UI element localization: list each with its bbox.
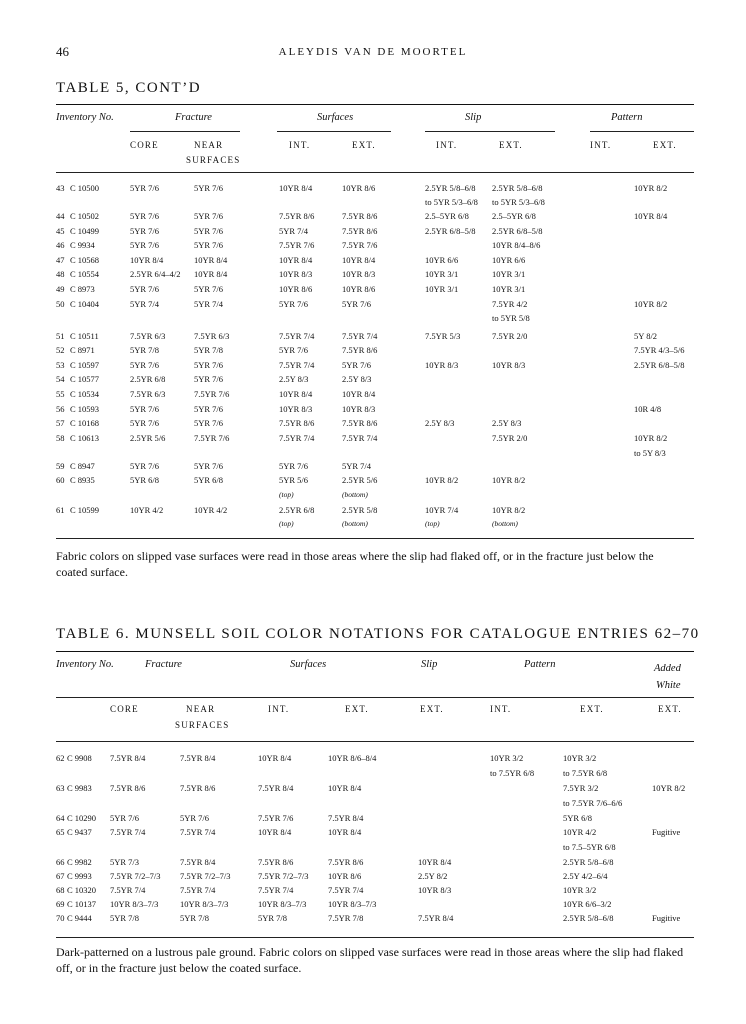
table5-cell-num: 46 xyxy=(56,240,65,250)
table6-cell-se: 10YR 8/6–8/4 xyxy=(328,753,377,763)
table6-cell-si: 7.5YR 7/2–7/3 xyxy=(258,871,309,881)
t6-group-rule xyxy=(56,697,694,698)
table5-cell-pe: 2.5YR 6/8–5/8 xyxy=(634,360,685,370)
table5-cell-se: 7.5YR 8/6 xyxy=(342,418,378,428)
table6-cell-si: 7.5YR 7/6 xyxy=(258,813,294,823)
t5-sub-pat-int: INT. xyxy=(590,140,612,150)
table5-cell-pe: 10R 4/8 xyxy=(634,404,662,414)
table6-cell-num: 69 xyxy=(56,899,65,909)
table5-cell-core: 5YR 7/6 xyxy=(130,461,160,471)
t5-head-inventory: Inventory No. xyxy=(56,112,114,123)
table5-cell-near: 5YR 7/6 xyxy=(194,183,224,193)
table6-cell-pi: to 7.5YR 6/8 xyxy=(490,768,535,778)
table6-cell-pi: 10YR 3/2 xyxy=(490,753,524,763)
table6-cell-sle: 10YR 8/4 xyxy=(418,857,452,867)
table6-cell-core: 5YR 7/8 xyxy=(110,913,140,923)
table6-cell-aw: Fugitive xyxy=(652,913,681,923)
table6-cell-si: 10YR 8/4 xyxy=(258,827,292,837)
t5-rule-slip xyxy=(425,131,555,132)
table5-cell-inv: C 10500 xyxy=(70,183,100,193)
table6-cell-num: 68 xyxy=(56,885,65,895)
table5-cell-se: 5YR 7/6 xyxy=(342,299,372,309)
table5-cell-sli: 10YR 3/1 xyxy=(425,284,459,294)
table5-cell-near: 10YR 8/4 xyxy=(194,269,228,279)
t5-head-surfaces: Surfaces xyxy=(317,112,354,123)
table6-cell-inv: C 9993 xyxy=(67,871,92,881)
table5-cell-si: 7.5YR 7/4 xyxy=(279,331,315,341)
table6-cell-se: 7.5YR 7/4 xyxy=(328,885,364,895)
t5-bottom-rule xyxy=(56,538,694,539)
table5-cell-si: 7.5YR 7/6 xyxy=(279,240,315,250)
table5-cell-core: 5YR 7/6 xyxy=(130,404,160,414)
table5-cell-num: 55 xyxy=(56,389,65,399)
table5-cell-se: 7.5YR 7/6 xyxy=(342,240,378,250)
table5-cell-si: 5YR 7/6 xyxy=(279,461,309,471)
t5-sub-pat-ext: EXT. xyxy=(653,140,677,150)
table6-cell-num: 70 xyxy=(56,913,65,923)
table6-cell-pe: 2.5YR 5/8–6/8 xyxy=(563,857,614,867)
table5-cell-core: 5YR 7/6 xyxy=(130,211,160,221)
table6-top-rule xyxy=(56,651,694,652)
t6-sub-slip-ext: EXT. xyxy=(420,704,444,714)
table6-cell-inv: C 9983 xyxy=(67,783,92,793)
table5-cell-core: 5YR 7/6 xyxy=(130,418,160,428)
table5-cell-sle: 7.5YR 2/0 xyxy=(492,433,528,443)
table6-cell-aw: 10YR 8/2 xyxy=(652,783,686,793)
table6-cell-num: 63 xyxy=(56,783,65,793)
table5-cell-core: 10YR 4/2 xyxy=(130,505,164,515)
table6-cell-core: 7.5YR 7/2–7/3 xyxy=(110,871,161,881)
table5-cell-se: 7.5YR 8/6 xyxy=(342,226,378,236)
t5-head-pattern: Pattern xyxy=(611,112,643,123)
t5-head-slip: Slip xyxy=(465,112,482,123)
table5-cell-num: 48 xyxy=(56,269,65,279)
page-number: 46 xyxy=(56,44,69,59)
table6-cell-pe: 10YR 6/6–3/2 xyxy=(563,899,612,909)
table6-cell-aw: Fugitive xyxy=(652,827,681,837)
table5-cell-inv: C 8973 xyxy=(70,284,95,294)
table5-cell-inv: C 10534 xyxy=(70,389,100,399)
table5-cell-core: 5YR 7/6 xyxy=(130,183,160,193)
t5-sub-core: CORE xyxy=(130,140,159,150)
table5-cell-se: 10YR 8/6 xyxy=(342,183,376,193)
table5-cell-si: (top) xyxy=(279,519,294,528)
table5-cell-num: 51 xyxy=(56,331,65,341)
table5-cell-si: 10YR 8/3 xyxy=(279,269,313,279)
table6-cell-sle: 7.5YR 8/4 xyxy=(418,913,454,923)
t5-sub-surf-ext: EXT. xyxy=(352,140,376,150)
table5-cell-inv: C 10597 xyxy=(70,360,100,370)
table5-cell-si: 5YR 5/6 xyxy=(279,475,309,485)
table5-cell-near: 5YR 7/6 xyxy=(194,404,224,414)
table5-cell-core: 10YR 8/4 xyxy=(130,255,164,265)
table5-cell-inv: C 10499 xyxy=(70,226,100,236)
table5-cell-num: 47 xyxy=(56,255,65,265)
table6-cell-near: 10YR 8/3–7/3 xyxy=(180,899,229,909)
t6-head-surfaces: Surfaces xyxy=(290,659,327,670)
table6-cell-near: 7.5YR 7/4 xyxy=(180,827,216,837)
t6-head-white: White xyxy=(656,680,681,691)
table5-cell-se: 7.5YR 7/4 xyxy=(342,433,378,443)
table5-cell-pe: 10YR 8/2 xyxy=(634,183,668,193)
table5-cell-sli: to 5YR 5/3–6/8 xyxy=(425,197,478,207)
table5-cell-sli: 2.5Y 8/3 xyxy=(425,418,455,428)
t5-rule-surfaces xyxy=(277,131,391,132)
table5-cell-si: 10YR 8/4 xyxy=(279,183,313,193)
table5-cell-sle: 10YR 8/2 xyxy=(492,505,526,515)
table6-cell-inv: C 10290 xyxy=(67,813,97,823)
table5-cell-sli: 2.5YR 6/8–5/8 xyxy=(425,226,476,236)
table6-cell-inv: C 9444 xyxy=(67,913,92,923)
table5-top-rule xyxy=(56,104,694,105)
table6-cell-near: 7.5YR 8/4 xyxy=(180,753,216,763)
table6-cell-inv: C 9982 xyxy=(67,857,92,867)
table6-cell-si: 7.5YR 7/4 xyxy=(258,885,294,895)
t6-head-slip: Slip xyxy=(421,659,438,670)
table5-cell-inv: C 10568 xyxy=(70,255,100,265)
table6-cell-core: 7.5YR 7/4 xyxy=(110,885,146,895)
table5-cell-si: 5YR 7/6 xyxy=(279,299,309,309)
table5-cell-sli: 10YR 8/2 xyxy=(425,475,459,485)
t6-head-fracture: Fracture xyxy=(145,659,182,670)
table5-cell-inv: C 10502 xyxy=(70,211,100,221)
table5-cell-pe: 10YR 8/2 xyxy=(634,433,668,443)
table5-cell-se: 7.5YR 7/4 xyxy=(342,331,378,341)
table6-cell-num: 67 xyxy=(56,871,65,881)
t6-sub-pat-int: INT. xyxy=(490,704,512,714)
table5-cell-near: 7.5YR 7/6 xyxy=(194,433,230,443)
table5-cell-si: 5YR 7/4 xyxy=(279,226,309,236)
table5-cell-se: 10YR 8/3 xyxy=(342,404,376,414)
table5-cell-sle: 7.5YR 2/0 xyxy=(492,331,528,341)
table5-cell-sle: to 5YR 5/8 xyxy=(492,313,530,323)
table6-cell-near: 7.5YR 7/4 xyxy=(180,885,216,895)
table5-cell-se: 10YR 8/4 xyxy=(342,389,376,399)
table6-note: Dark-patterned on a lustrous pale ground. Fabric colors on slipped vase surfaces were read in those areas where the slip had flaked off, or in the fracture just below the coated surface. xyxy=(56,945,684,975)
table6-cell-si: 10YR 8/3–7/3 xyxy=(258,899,307,909)
table6-cell-pe: to 7.5–5YR 6/8 xyxy=(563,842,616,852)
table5-cell-inv: C 8935 xyxy=(70,475,95,485)
table5-cell-pe: 5Y 8/2 xyxy=(634,331,658,341)
running-head: ALEYDIS VAN DE MOORTEL xyxy=(278,46,468,58)
table6-cell-pe: 7.5YR 3/2 xyxy=(563,783,599,793)
table5-cell-near: 10YR 4/2 xyxy=(194,505,228,515)
t6-head-added: Added xyxy=(654,663,681,674)
t6-header-rule xyxy=(56,741,694,742)
t5-sub-slip-ext: EXT. xyxy=(499,140,523,150)
table5-cell-near: 5YR 7/4 xyxy=(194,299,224,309)
table5-cell-num: 45 xyxy=(56,226,65,236)
table6-cell-pe: 10YR 3/2 xyxy=(563,753,597,763)
table5-cell-sle: 7.5YR 4/2 xyxy=(492,299,528,309)
table5-cell-inv: C 10593 xyxy=(70,404,100,414)
table6-cell-core: 7.5YR 7/4 xyxy=(110,827,146,837)
table5-cell-num: 50 xyxy=(56,299,65,309)
table6-cell-se: 7.5YR 8/6 xyxy=(328,857,364,867)
table5-cell-sle: 10YR 8/2 xyxy=(492,475,526,485)
table5-cell-si: 10YR 8/6 xyxy=(279,284,313,294)
table6-cell-near: 7.5YR 7/2–7/3 xyxy=(180,871,231,881)
table5-cell-inv: C 10554 xyxy=(70,269,100,279)
table6-cell-se: 10YR 8/3–7/3 xyxy=(328,899,377,909)
table6-cell-pe: 10YR 4/2 xyxy=(563,827,597,837)
table5-cell-si: 7.5YR 7/4 xyxy=(279,433,315,443)
table5-cell-se: 7.5YR 8/6 xyxy=(342,345,378,355)
table5-cell-core: 5YR 7/8 xyxy=(130,345,160,355)
table5-cell-core: 5YR 7/6 xyxy=(130,360,160,370)
table5-cell-sli: 10YR 3/1 xyxy=(425,269,459,279)
table5-cell-si: 2.5Y 8/3 xyxy=(279,374,309,384)
table5-cell-se: (bottom) xyxy=(342,519,368,528)
table5-cell-num: 59 xyxy=(56,461,65,471)
table6-cell-num: 66 xyxy=(56,857,65,867)
table6-cell-si: 5YR 7/8 xyxy=(258,913,288,923)
table5-cell-se: 10YR 8/3 xyxy=(342,269,376,279)
table6-cell-core: 5YR 7/3 xyxy=(110,857,140,867)
table6-cell-inv: C 10137 xyxy=(67,899,97,909)
t6-sub-near: NEAR xyxy=(186,704,216,714)
t6-sub-surf-int: INT. xyxy=(268,704,290,714)
table5-cell-sli: 7.5YR 5/3 xyxy=(425,331,461,341)
t6-sub-aw-ext: EXT. xyxy=(658,704,682,714)
table5-cell-num: 49 xyxy=(56,284,65,294)
table5-cell-sle: (bottom) xyxy=(492,519,518,528)
table5-cell-inv: C 8971 xyxy=(70,345,95,355)
table5-cell-se: 2.5YR 5/8 xyxy=(342,505,378,515)
table5-cell-si: 10YR 8/3 xyxy=(279,404,313,414)
table5-cell-pe: 10YR 8/4 xyxy=(634,211,668,221)
t6-head-pattern: Pattern xyxy=(524,659,556,670)
table5-cell-si: 5YR 7/6 xyxy=(279,345,309,355)
t5-head-fracture: Fracture xyxy=(175,112,212,123)
table6-cell-pe: 10YR 3/2 xyxy=(563,885,597,895)
table5-cell-si: 7.5YR 8/6 xyxy=(279,418,315,428)
table5-cell-inv: C 10577 xyxy=(70,374,100,384)
table5-cell-sle: 10YR 8/4–8/6 xyxy=(492,240,541,250)
table5-cell-core: 2.5YR 5/6 xyxy=(130,433,166,443)
t6-sub-pat-ext: EXT. xyxy=(580,704,604,714)
table6-cell-pe: 5YR 6/8 xyxy=(563,813,593,823)
table5-cell-si: 10YR 8/4 xyxy=(279,255,313,265)
table6-cell-near: 5YR 7/8 xyxy=(180,913,210,923)
table5-title: TABLE 5, CONT’D xyxy=(56,80,202,96)
table6-cell-num: 65 xyxy=(56,827,65,837)
table5-cell-num: 52 xyxy=(56,345,65,355)
table6-cell-si: 7.5YR 8/4 xyxy=(258,783,294,793)
table5-cell-near: 5YR 7/8 xyxy=(194,345,224,355)
table5-cell-sli: (top) xyxy=(425,519,440,528)
table5-cell-core: 5YR 6/8 xyxy=(130,475,160,485)
table5-cell-si: 7.5YR 7/4 xyxy=(279,360,315,370)
table5-cell-core: 5YR 7/6 xyxy=(130,240,160,250)
table6-cell-inv: C 9908 xyxy=(67,753,92,763)
table5-cell-num: 53 xyxy=(56,360,65,370)
table5-cell-sle: 2.5YR 6/8–5/8 xyxy=(492,226,543,236)
table5-cell-near: 5YR 7/6 xyxy=(194,240,224,250)
table5-cell-sli: 10YR 8/3 xyxy=(425,360,459,370)
table5-cell-near: 5YR 7/6 xyxy=(194,461,224,471)
table5-cell-near: 7.5YR 6/3 xyxy=(194,331,230,341)
table5-cell-num: 54 xyxy=(56,374,65,384)
table5-cell-pe: 10YR 8/2 xyxy=(634,299,668,309)
table5-cell-pe: 7.5YR 4/3–5/6 xyxy=(634,345,685,355)
t6-head-inventory: Inventory No. xyxy=(56,659,114,670)
table5-cell-near: 5YR 7/6 xyxy=(194,360,224,370)
table6-cell-sle: 2.5Y 8/2 xyxy=(418,871,448,881)
table5-cell-si: (top) xyxy=(279,490,294,499)
t5-header-rule xyxy=(56,172,694,173)
t5-sub-surf-int: INT. xyxy=(289,140,311,150)
table6-cell-si: 7.5YR 8/6 xyxy=(258,857,294,867)
table5-cell-inv: C 10404 xyxy=(70,299,100,309)
table5-cell-inv: C 10511 xyxy=(70,331,99,341)
table5-cell-si: 7.5YR 8/6 xyxy=(279,211,315,221)
table5-cell-sle: 10YR 8/3 xyxy=(492,360,526,370)
t5-rule-pattern xyxy=(590,131,694,132)
table5-cell-sle: 2.5–5YR 6/8 xyxy=(492,211,536,221)
table5-cell-inv: C 9934 xyxy=(70,240,95,250)
table6-cell-se: 7.5YR 7/8 xyxy=(328,913,364,923)
table6-cell-se: 10YR 8/4 xyxy=(328,783,362,793)
table5-cell-num: 61 xyxy=(56,505,65,515)
table6-cell-core: 7.5YR 8/4 xyxy=(110,753,146,763)
t5-rule-fracture xyxy=(130,131,240,132)
table5-cell-sle: 10YR 3/1 xyxy=(492,269,526,279)
table5-cell-core: 2.5YR 6/8 xyxy=(130,374,166,384)
table5-cell-sli: 2.5–5YR 6/8 xyxy=(425,211,469,221)
table6-cell-near: 7.5YR 8/4 xyxy=(180,857,216,867)
t6-sub-core: CORE xyxy=(110,704,139,714)
table5-cell-num: 44 xyxy=(56,211,65,221)
table5-cell-se: (bottom) xyxy=(342,490,368,499)
table5-cell-core: 2.5YR 6/4–4/2 xyxy=(130,269,181,279)
table6-cell-pe: to 7.5YR 6/8 xyxy=(563,768,608,778)
table5-cell-num: 43 xyxy=(56,183,65,193)
table5-cell-near: 5YR 6/8 xyxy=(194,475,224,485)
table5-cell-se: 2.5Y 8/3 xyxy=(342,374,372,384)
table6-cell-pe: 2.5YR 5/8–6/8 xyxy=(563,913,614,923)
table5-cell-si: 10YR 8/4 xyxy=(279,389,313,399)
table5-cell-near: 5YR 7/6 xyxy=(194,226,224,236)
table5-note: Fabric colors on slipped vase surfaces were read in those areas where the slip had flaked off, or in the fracture just below the coated surface. xyxy=(56,549,654,579)
t5-sub-slip-int: INT. xyxy=(436,140,458,150)
table5-cell-se: 5YR 7/4 xyxy=(342,461,372,471)
table5-cell-inv: C 10168 xyxy=(70,418,100,428)
table6-cell-inv: C 10320 xyxy=(67,885,97,895)
table6-cell-inv: C 9437 xyxy=(67,827,92,837)
table5-cell-near: 5YR 7/6 xyxy=(194,211,224,221)
table6-title: TABLE 6. MUNSELL SOIL COLOR NOTATIONS FOR CATALOGUE ENTRIES 62–70 xyxy=(56,626,700,642)
table5-cell-se: 10YR 8/4 xyxy=(342,255,376,265)
t6-sub-surf-ext: EXT. xyxy=(345,704,369,714)
table5-cell-inv: C 8947 xyxy=(70,461,95,471)
table5-cell-se: 7.5YR 8/6 xyxy=(342,211,378,221)
table6-cell-num: 62 xyxy=(56,753,65,763)
table6-cell-se: 7.5YR 8/4 xyxy=(328,813,364,823)
table5-cell-pe: to 5Y 8/3 xyxy=(634,448,666,458)
table5-cell-core: 5YR 7/4 xyxy=(130,299,160,309)
table6-cell-se: 10YR 8/4 xyxy=(328,827,362,837)
table5-cell-sle: 2.5Y 8/3 xyxy=(492,418,522,428)
table5-cell-inv: C 10599 xyxy=(70,505,100,515)
table5-cell-si: 2.5YR 6/8 xyxy=(279,505,315,515)
t5-sub-near-surfaces: SURFACES xyxy=(186,155,241,165)
table5-cell-core: 5YR 7/6 xyxy=(130,284,160,294)
table5-cell-se: 10YR 8/6 xyxy=(342,284,376,294)
table5-cell-near: 5YR 7/6 xyxy=(194,418,224,428)
table5-cell-sle: 10YR 6/6 xyxy=(492,255,526,265)
table5-cell-core: 7.5YR 6/3 xyxy=(130,389,166,399)
table5-cell-num: 56 xyxy=(56,404,65,414)
table5-cell-num: 58 xyxy=(56,433,65,443)
table5-cell-num: 57 xyxy=(56,418,65,428)
table5-cell-near: 7.5YR 7/6 xyxy=(194,389,230,399)
table5-cell-near: 10YR 8/4 xyxy=(194,255,228,265)
table6-cell-pe: to 7.5YR 7/6–6/6 xyxy=(563,798,623,808)
t6-bottom-rule xyxy=(56,937,694,938)
table5-cell-inv: C 10613 xyxy=(70,433,100,443)
table5-cell-sli: 10YR 7/4 xyxy=(425,505,459,515)
t6-sub-near-surfaces: SURFACES xyxy=(175,720,230,730)
table6-cell-pe: 2.5Y 4/2–6/4 xyxy=(563,871,608,881)
table5-cell-se: 2.5YR 5/6 xyxy=(342,475,378,485)
table6-cell-core: 7.5YR 8/6 xyxy=(110,783,146,793)
table5-cell-sle: 2.5YR 5/8–6/8 xyxy=(492,183,543,193)
table5-cell-num: 60 xyxy=(56,475,65,485)
table5-cell-core: 5YR 7/6 xyxy=(130,226,160,236)
table6-cell-sle: 10YR 8/3 xyxy=(418,885,452,895)
table6-cell-near: 7.5YR 8/6 xyxy=(180,783,216,793)
table5-cell-near: 5YR 7/6 xyxy=(194,284,224,294)
table5-cell-sli: 10YR 6/6 xyxy=(425,255,459,265)
table5-cell-core: 7.5YR 6/3 xyxy=(130,331,166,341)
table5-cell-sle: to 5YR 5/3–6/8 xyxy=(492,197,545,207)
table5-cell-se: 5YR 7/6 xyxy=(342,360,372,370)
table6-cell-si: 10YR 8/4 xyxy=(258,753,292,763)
table6-cell-num: 64 xyxy=(56,813,65,823)
table6-cell-near: 5YR 7/6 xyxy=(180,813,210,823)
table5-cell-sli: 2.5YR 5/8–6/8 xyxy=(425,183,476,193)
table5-cell-sle: 10YR 3/1 xyxy=(492,284,526,294)
table6-cell-core: 5YR 7/6 xyxy=(110,813,140,823)
table6-cell-se: 10YR 8/6 xyxy=(328,871,362,881)
table5-cell-near: 5YR 7/6 xyxy=(194,374,224,384)
t5-sub-near: NEAR xyxy=(194,140,224,150)
table6-cell-core: 10YR 8/3–7/3 xyxy=(110,899,159,909)
